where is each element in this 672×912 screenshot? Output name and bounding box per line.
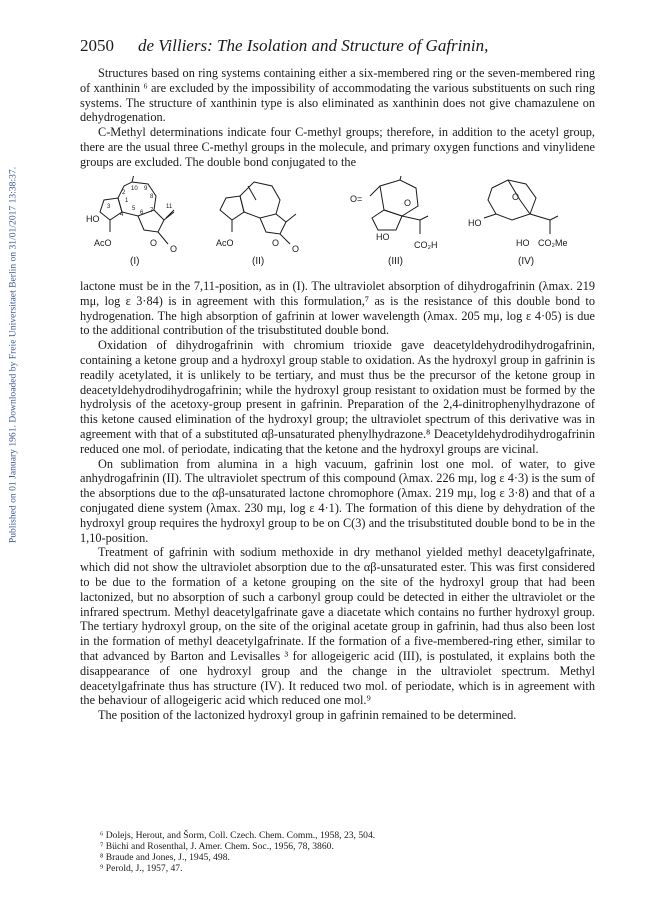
methyl-bond (132, 176, 134, 182)
atom-label: HO (468, 218, 482, 228)
methylene-bond-double (166, 210, 174, 218)
carbonyl-bond (280, 234, 290, 244)
ether-bridge (520, 200, 530, 214)
locant: 9 (144, 186, 148, 192)
diene-bond (248, 186, 256, 200)
paragraph: Oxidation of dihydrogafrinin with chromium trioxide gave deacetyldehydrodihydrogafrinin, containing a ketone group and a hydroxyl group stable to oxidation. As the hydroxyl group in gafrinin is readily acetylated, it is unlikely to be tertiary, and must thus be the precursor of the ketone group in deacetyldehydrodihydrogafrinin; while the hydroxyl group resistant to oxidation must be formed by the hydrolysis of the acetoxy-group present in gafrinin. Preparation of the 2,4-dinitrophenylhydrazone of this ketone caused elimination of the hydroxyl group; the ultraviolet spectrum of this derivative was in agreement with that of a substituted αβ-unsaturated phenylhydrazone.⁸ Deacetyldehydrodihydrogafrinin reduced one mol. of periodate, indicating that the ketone and the hydroxyl groups are vicinal. (80, 338, 595, 456)
ester-bond (530, 214, 550, 220)
structure-figure (80, 176, 595, 268)
ketone-bond (370, 186, 380, 196)
running-title: de Villiers: The Isolation and Structure of Gafrinin, (138, 36, 489, 55)
locant: 4 (120, 212, 124, 218)
locant: 2 (122, 190, 126, 196)
atom-label: AcO (94, 238, 112, 248)
structure-IV (468, 180, 568, 267)
atom-label: O (512, 192, 520, 202)
atom-label: HO (516, 238, 530, 248)
paragraph: On sublimation from alumina in a high vacuum, gafrinin lost one mol. of water, to give anhydrogafrinin (II). The ultraviolet spectrum of this compound (λmax. 226 mμ, log ε 4·3) is the sum of the absorptions due to the αβ-unsaturated lactone chromophore (λmax. 219 mμ, log ε 3·8) and that of a conjugated diene system (λmax. 230 mμ, log ε 4·1). The formation of this diene by dehydration of the hydroxyl group requires the hydroxyl group to be on C(3) and the trisubstituted double bond to be in the 1,10-position. (80, 456, 595, 545)
locant: 8 (150, 194, 154, 200)
paragraph: C-Methyl determinations indicate four C-methyl groups; therefore, in addition to the acetyl group, there are the usual three C-methyl groups in the molecule, and primary oxygen functions and vinylidene groups are excluded. The double bond conjugated to the (80, 125, 595, 169)
structure-label: (IV) (518, 256, 535, 267)
methyl-bond (400, 176, 402, 180)
atom-label: O (404, 198, 412, 208)
atom-label: CO₂Me (538, 238, 568, 248)
five-ring (220, 196, 244, 220)
methylene-bond (420, 216, 428, 220)
seven-ring (240, 182, 280, 218)
five-ring (100, 198, 122, 220)
locant: 3 (107, 204, 111, 210)
footnote: ⁷ Büchi and Rosenthal, J. Amer. Chem. Soc., 1956, 78, 3860. (100, 841, 334, 852)
body-text-top (80, 66, 595, 170)
footnote: ⁹ Perold, J., 1957, 47. (100, 863, 183, 874)
five-ring (372, 210, 402, 230)
structure-II (216, 182, 299, 267)
download-notice: Published on 01 January 1961. Downloaded by Freie Universitaet Berlin on 31/01/2017 13:38:37. (7, 166, 19, 544)
hydroxyl-bond (484, 214, 496, 218)
body-text-bottom (80, 279, 595, 723)
atom-label: AcO (216, 238, 234, 248)
locant: 1 (125, 198, 129, 204)
atom-label: O (170, 244, 178, 254)
locant: 11 (166, 204, 173, 210)
structure-III (350, 176, 438, 267)
footnote: ⁸ Braude and Jones, J., 1945, 498. (100, 852, 230, 863)
atom-label: O (150, 238, 158, 248)
footnote: ⁶ Dolejs, Herout, and Šorm, Coll. Czech. Chem. Comm., 1958, 23, 504. (100, 830, 376, 841)
paragraph: Structures based on ring systems containing either a six-membered ring or the seven-membered ring of xanthinin ⁶ are excluded by the impossibility of accommodating the various substituents on such ring systems. The structure of xanthinin type is also eliminated as xanthinin does not give chamazulene on dehydrogenation. (80, 66, 595, 125)
structure-label: (I) (130, 256, 140, 267)
paragraph: Treatment of gafrinin with sodium methoxide in dry methanol yielded methyl deacetylgafrinate, which did not show the ultraviolet absorption due to the αβ-unsaturated ester. This was first considered to be due to the formation of a ketone grouping on the site of the hydroxyl group that had been lactonized, but no absorption of such a carbonyl group could be detected in either the ultraviolet or the infrared spectrum. Methyl deacetylgafrinate gave a diacetate which contains no further hydroxyl group. The tertiary hydroxyl group, on the site of the original acetate group in gafrinin, had thus also been lost in the formation of methyl deacetylgafrinate. If the formation of a five-membered-ring ether, similar to that advanced by Barton and Levisalles ³ for allogeigeric acid (III), is postulated, it explains both the disappearance of one hydroxyl group and the change in the ultraviolet spectrum. Methyl deacetylgafrinate thus has structure (IV). It reduced two mol. of periodate, which is in agreement with the behaviour of allogeigeric acid which reduced one mol.⁹ (80, 545, 595, 708)
locant: 5 (132, 206, 136, 212)
carbonyl-bond (158, 232, 168, 244)
atom-label: HO (376, 232, 390, 242)
methylene-bond (550, 216, 558, 220)
structure-I (86, 176, 177, 267)
atom-label: CO₂H (414, 240, 438, 250)
locant: 10 (131, 186, 138, 192)
acid-bond (402, 216, 420, 220)
locant: 7 (150, 208, 154, 214)
paragraph: The position of the lactonized hydroxyl group in gafrinin remained to be determined. (98, 708, 517, 723)
structure-label: (III) (388, 256, 403, 267)
atom-label: O (272, 238, 280, 248)
atom-label: O (292, 244, 300, 254)
locant: 6 (140, 210, 144, 216)
download-watermark (6, 120, 20, 590)
atom-label: HO (86, 214, 100, 224)
structure-label: (II) (252, 256, 265, 267)
paragraph: lactone must be in the 7,11-position, as in (I). The ultraviolet absorption of dihydrogafrinin (λmax. 219 mμ, log ε 3·84) is in agreement with this formulation,⁷ as is the resistance of this double bond to hydrogenation. The high absorption of gafrinin at lower wavelength (λmax. 205 mμ, log ε 4·05) is due to the additional contribution of the trisubstituted double bond. (80, 279, 595, 338)
page-number: 2050 (80, 36, 114, 55)
atom-label: O= (350, 194, 363, 204)
footnotes (80, 830, 595, 874)
methylene-bond (286, 214, 296, 222)
page-header (80, 36, 600, 58)
methylene-bond (164, 212, 174, 220)
